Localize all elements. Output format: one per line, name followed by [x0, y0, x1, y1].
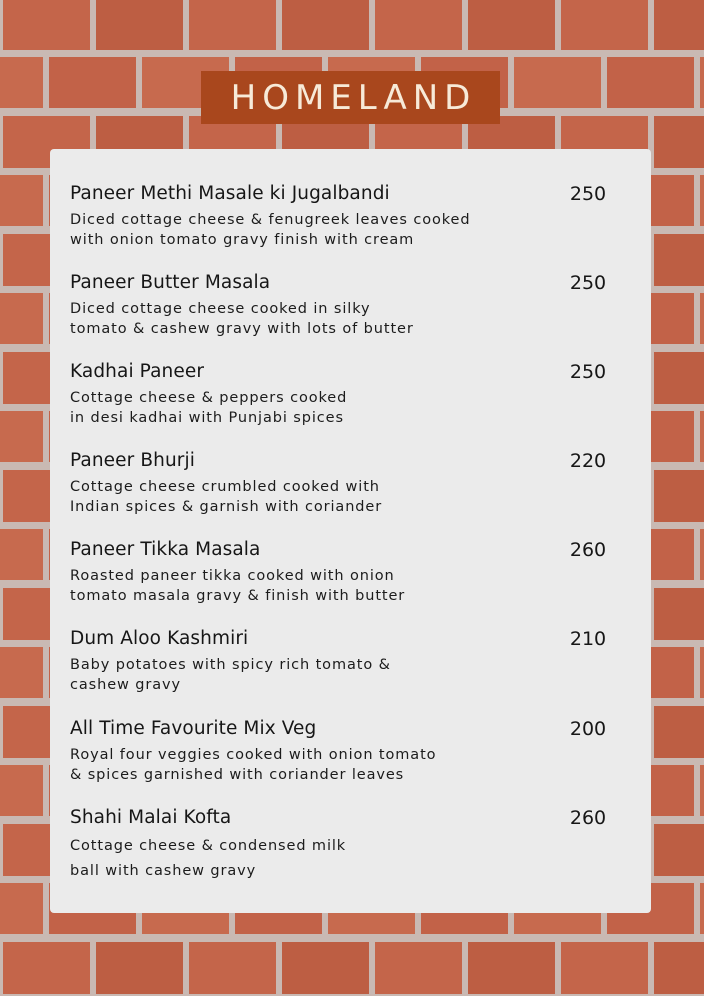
item-description: [70, 388, 347, 428]
restaurant-name-banner: [201, 71, 500, 124]
item-name: Paneer Methi Masale ki Jugalbandi: [70, 183, 390, 204]
item-description-line: with onion tomato gravy finish with cream: [70, 232, 415, 248]
item-price: 260: [569, 539, 607, 561]
item-name: Shahi Malai Kofta: [70, 807, 232, 828]
item-description: [70, 477, 382, 517]
item-description: [70, 299, 414, 339]
item-description-line: Diced cottage cheese & fenugreek leaves cooked: [70, 212, 471, 228]
item-name: Paneer Tikka Masala: [70, 539, 261, 560]
item-description-line: cashew gravy: [70, 677, 182, 693]
item-description: [70, 566, 405, 606]
item-name: Dum Aloo Kashmiri: [70, 628, 249, 649]
item-price: 250: [569, 361, 607, 383]
item-description: [70, 210, 470, 250]
item-name: All Time Favourite Mix Veg: [70, 718, 317, 739]
menu-card: [50, 149, 651, 913]
item-description: [70, 745, 436, 785]
item-description-line: Cottage cheese & peppers cooked: [70, 390, 348, 406]
item-description-line: Baby potatoes with spicy rich tomato &: [70, 657, 391, 673]
item-description-line: tomato masala gravy & finish with butter: [70, 588, 406, 604]
item-description: [70, 655, 391, 695]
item-description-line: Diced cottage cheese cooked in silky: [70, 301, 371, 317]
item-description-line: Royal four veggies cooked with onion tomato: [70, 747, 437, 763]
item-price: 260: [569, 807, 607, 829]
item-price: 250: [569, 272, 607, 294]
item-name: Paneer Butter Masala: [70, 272, 271, 293]
item-description-line: Cottage cheese crumbled cooked with: [70, 479, 380, 495]
item-description: [70, 834, 346, 884]
item-description-line: in desi kadhai with Punjabi spices: [70, 410, 344, 426]
item-name: Kadhai Paneer: [70, 361, 205, 382]
item-description-line: Indian spices & garnish with coriander: [70, 499, 383, 515]
item-price: 220: [569, 450, 607, 472]
item-description-line: tomato & cashew gravy with lots of butter: [70, 321, 414, 337]
item-description-line: Cottage cheese & condensed milk: [70, 838, 347, 854]
item-description-line: Roasted paneer tikka cooked with onion: [70, 568, 395, 584]
item-price: 210: [569, 628, 607, 650]
item-price: 250: [569, 183, 607, 205]
item-name: Paneer Bhurji: [70, 450, 195, 471]
item-description-line: & spices garnished with coriander leaves: [70, 767, 405, 783]
restaurant-name: HOMELAND: [230, 77, 477, 118]
item-price: 200: [569, 718, 607, 740]
item-description-line: ball with cashew gravy: [70, 863, 257, 879]
